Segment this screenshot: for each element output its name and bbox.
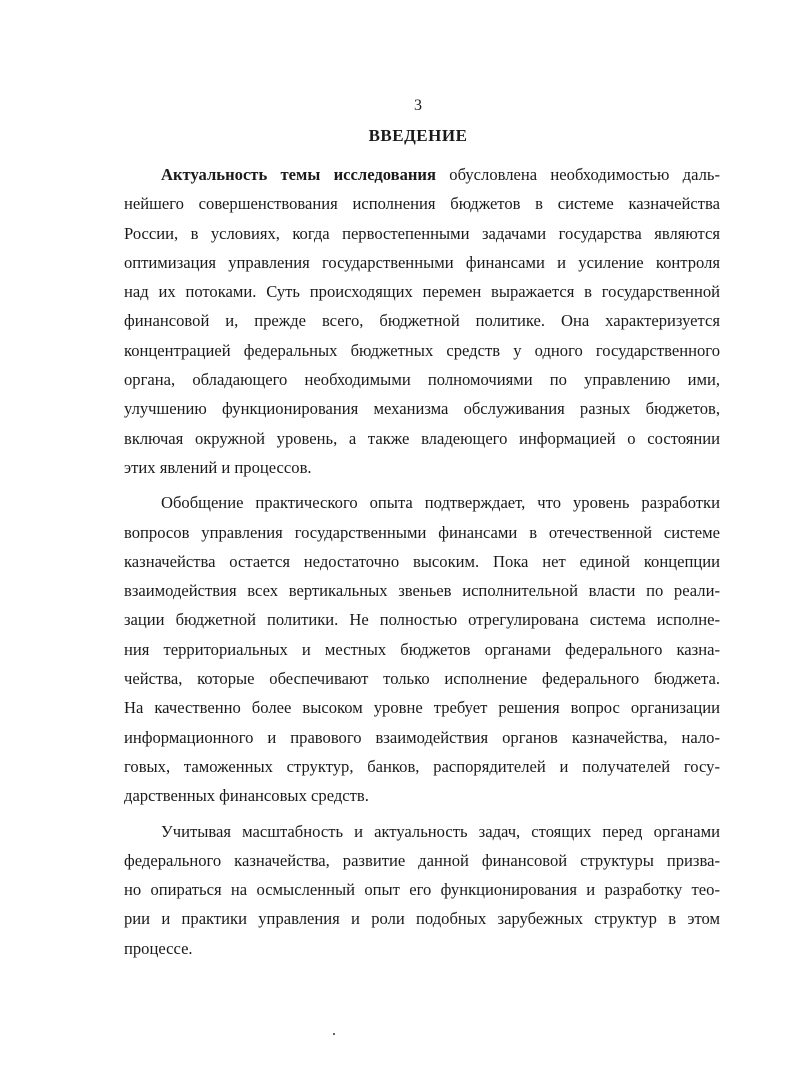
- text-line: информационного и правового взаимодействия органов казначейства, нало-: [124, 727, 720, 747]
- text-line: включая окружной уровень, а также владеющего информацией о состоянии: [124, 428, 720, 448]
- text-line: Обобщение практического опыта подтверждает, что уровень разработки: [161, 493, 720, 513]
- text-line: Учитывая масштабность и актуальность задач, стоящих перед органами: [161, 821, 720, 841]
- text-line: финансовой и, прежде всего, бюджетной политике. Она характеризуется: [124, 311, 720, 331]
- paragraph-1: [124, 160, 720, 482]
- text-line: федерального казначейства, развитие данной финансовой структуры призва-: [124, 850, 720, 870]
- text-line: чейства, которые обеспечивают только исполнение федерального бюджета.: [124, 669, 720, 689]
- text-line: органа, обладающего необходимыми полномочиями по управлению ими,: [124, 370, 720, 390]
- text-line: ния территориальных и местных бюджетов органами федерального казна-: [124, 639, 720, 659]
- text-line: процессе.: [124, 938, 193, 958]
- paragraph-3: [124, 817, 720, 963]
- text-line: нейшего совершенствования исполнения бюджетов в системе казначейства: [124, 194, 720, 214]
- text-line: концентрацией федеральных бюджетных средств у одного государственного: [124, 340, 720, 360]
- text-line: казначейства остается недостаточно высоким. Пока нет единой концепции: [124, 551, 720, 571]
- text-line: Актуальность темы исследования обусловлена необходимостью даль-: [161, 165, 720, 184]
- body-text: [124, 160, 720, 963]
- text-line: На качественно более высоком уровне требует решения вопрос организации: [124, 698, 720, 718]
- text-line: вопросов управления государственными финансами в отечественной системе: [124, 522, 720, 542]
- text-line: взаимодействия всех вертикальных звеньев исполнительной власти по реали-: [124, 581, 720, 601]
- page-number: 3: [414, 97, 422, 114]
- text-line: над их потоками. Суть происходящих перемен выражается в государственной: [124, 282, 720, 302]
- text-line: улучшению функционирования механизма обслуживания разных бюджетов,: [124, 399, 720, 419]
- paragraph-2: [124, 488, 720, 810]
- text-line: рии и практики управления и роли подобных зарубежных структур в этом: [124, 909, 720, 929]
- text-line: дарственных финансовых средств.: [124, 786, 369, 806]
- text-line: говых, таможенных структур, банков, распорядителей и получателей госу-: [124, 756, 720, 776]
- text-line: России, в условиях, когда первостепенными задачами государства являются: [124, 223, 720, 243]
- scan-speck: [333, 1033, 335, 1035]
- text-line: зации бюджетной политики. Не полностью отрегулирована система исполне-: [124, 610, 720, 630]
- page-title: ВВЕДЕНИЕ: [368, 126, 468, 145]
- text-line: но опираться на осмысленный опыт его функционирования и разработку тео-: [124, 880, 720, 900]
- text-line: оптимизация управления государственными финансами и усиление контроля: [124, 252, 720, 272]
- paragraph-lead: Актуальность темы исследования: [161, 165, 436, 184]
- text-line: этих явлений и процессов.: [124, 457, 312, 477]
